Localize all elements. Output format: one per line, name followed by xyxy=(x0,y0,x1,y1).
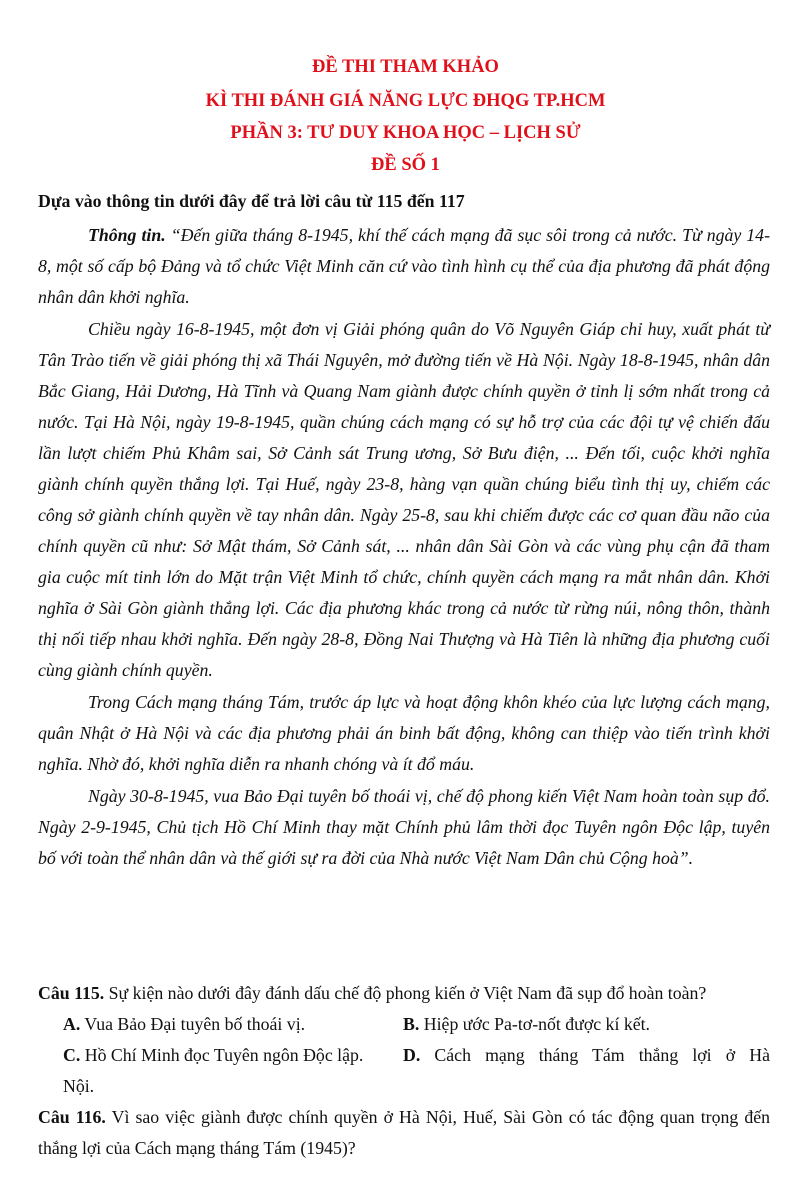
option-text: Vua Bảo Đại tuyên bố thoái vị. xyxy=(84,1014,306,1034)
option-text: Hiệp ước Pa-tơ-nốt được kí kết. xyxy=(423,1014,650,1034)
exam-section: PHẦN 3: TƯ DUY KHOA HỌC – LỊCH SỬ xyxy=(230,123,581,143)
instruction-text: Dựa vào thông tin dưới đây để trả lời câu từ 115 đến 117 xyxy=(38,191,465,211)
question-number: Câu 116. xyxy=(38,1107,106,1127)
question-text: Vì sao việc giành được chính quyền ở Hà Nội, Huế, Sài Gòn có tác động quan trọng đến thắng lợi của Cách mạng tháng Tám (1945)? xyxy=(38,1107,770,1158)
option-letter: A. xyxy=(63,1014,81,1034)
question-116 xyxy=(38,1102,770,1164)
passage-paragraph-1 xyxy=(38,220,770,313)
exam-title: ĐỀ THI THAM KHẢO xyxy=(312,57,499,77)
passage-text-1: “Đến giữa tháng 8-1945, khí thế cách mạng đã sục sôi trong cả nước. Từ ngày 14-8, một số cấp bộ Đảng và tổ chức Việt Minh căn cứ vào tình hình cụ thể của địa phương đã phát động nhân dân khởi nghĩa. xyxy=(38,225,770,307)
option-text: Cách mạng tháng Tám thắng lợi ở Hà xyxy=(434,1045,770,1065)
option-d[interactable] xyxy=(403,1040,770,1071)
option-d-continuation: Nội. xyxy=(63,1076,95,1096)
option-c[interactable] xyxy=(38,1040,403,1071)
option-letter: C. xyxy=(63,1045,81,1065)
information-passage xyxy=(38,220,770,875)
passage-paragraph-3: Trong Cách mạng tháng Tám, trước áp lực và hoạt động khôn khéo của lực lượng cách mạng, quân Nhật ở Hà Nội và các địa phương phải án binh bất động, không can thiệp vào tiến trình khởi nghĩa. Nhờ đó, khởi nghĩa diễn ra nhanh chóng và ít đổ máu. xyxy=(38,692,770,774)
option-letter: B. xyxy=(403,1014,420,1034)
option-a[interactable] xyxy=(38,1009,403,1040)
answer-options xyxy=(38,1009,770,1071)
exam-name: KÌ THI ĐÁNH GIÁ NĂNG LỰC ĐHQG TP.HCM xyxy=(205,91,606,111)
option-letter: D. xyxy=(403,1045,421,1065)
exam-number: ĐỀ SỐ 1 xyxy=(371,155,440,175)
question-115 xyxy=(38,978,770,1009)
option-b[interactable] xyxy=(403,1009,770,1040)
passage-paragraph-2: Chiều ngày 16-8-1945, một đơn vị Giải phóng quân do Võ Nguyên Giáp chỉ huy, xuất phát từ Tân Trào tiến về giải phóng thị xã Thái Nguyên, mở đường tiến về Hà Nội. Ngày 18-8-1945, nhân dân Bắc Giang, Hải Dương, Hà Tĩnh và Quang Nam giành được chính quyền ở tỉnh lị sớm nhất trong cả nước. Tại Hà Nội, ngày 19-8-1945, quần chúng cách mạng có sự hỗ trợ của các đội tự vệ chiến đấu lần lượt chiếm Phủ Khâm sai, Sở Cảnh sát Trung ương, Sở Bưu điện, ... Đến tối, cuộc khởi nghĩa giành chính quyền thắng lợi. Tại Huế, ngày 23-8, hàng vạn quần chúng biểu tình thị uy, chiếm các công sở giành chính quyền về tay nhân dân. Ngày 25-8, sau khi chiếm được các cơ quan đầu não của chính quyền cũ như: Sở Mật thám, Sở Cảnh sát, ... nhân dân Sài Gòn và các vùng phụ cận đã tham gia cuộc mít tinh lớn do Mặt trận Việt Minh tổ chức, chính quyền cách mạng ra mắt nhân dân. Khởi nghĩa ở Sài Gòn giành thắng lợi. Các địa phương khác trong cả nước từ rừng núi, nông thôn, thành thị nối tiếp nhau khởi nghĩa. Đến ngày 28-8, Đồng Nai Thượng và Hà Tiên là những địa phương cuối cùng giành chính quyền. xyxy=(38,319,770,680)
passage-lead-label: Thông tin. xyxy=(88,225,166,245)
question-number: Câu 115. xyxy=(38,983,105,1003)
option-text: Hồ Chí Minh đọc Tuyên ngôn Độc lập. xyxy=(84,1045,364,1065)
questions-section xyxy=(38,978,770,1164)
question-text: Sự kiện nào dưới đây đánh dấu chế độ phong kiến ở Việt Nam đã sụp đổ hoàn toàn? xyxy=(108,983,707,1003)
passage-paragraph-4: Ngày 30-8-1945, vua Bảo Đại tuyên bố thoái vị, chế độ phong kiến Việt Nam hoàn toàn sụp đổ. Ngày 2-9-1945, Chủ tịch Hồ Chí Minh thay mặt Chính phủ lâm thời đọc Tuyên ngôn Độc lập, tuyên bố với toàn thể nhân dân và thế giới sự ra đời của Nhà nước Việt Nam Dân chủ Cộng hoà”. xyxy=(38,786,770,868)
